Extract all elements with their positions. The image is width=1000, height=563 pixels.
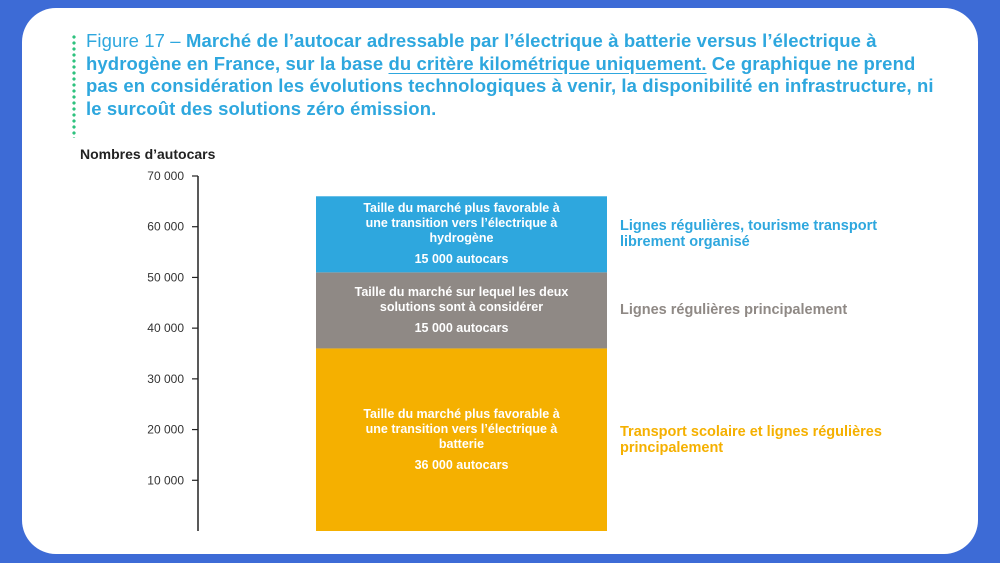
segment-label-2 [356,201,567,267]
figure-title-underlined: du critère kilométrique uniquement. [388,52,707,74]
side-label-0: Transport scolaire et lignes régulières principalement [620,423,882,456]
segment-count-2: 15 000 autocars [414,252,509,267]
figure-card [22,8,978,554]
segment-label-0 [356,407,567,473]
segment-description-1: Taille du marché sur lequel les deux solutions sont à considérer [354,284,569,314]
figure-title-part1: Marché de l’autocar adressable par l’électrique à batterie versus l’électrique à hydrogène en France, sur la base [86,30,877,74]
y-tick-label-5: 60 000 [147,219,184,234]
figure-title-part2: Ce graphique ne prend pas en considération les évolutions technologiques à venir, la disponibilité en infrastructure, ni le surcoût des solutions zéro émission. [86,52,934,119]
y-tick-label-2: 30 000 [147,371,184,386]
y-tick-label-1: 20 000 [147,422,184,437]
segment-label-1 [326,285,597,336]
y-tick-label-6: 70 000 [147,169,184,183]
segment-count-0: 36 000 autocars [414,457,509,472]
segment-description-2: Taille du marché plus favorable à une transition vers l’électrique à hydrogène [363,201,560,246]
segment-count-1: 15 000 autocars [414,320,509,335]
y-tick-label-4: 50 000 [147,270,184,285]
y-tick-label-0: 10 000 [147,473,184,488]
side-label-1: Lignes régulières principalement [620,302,848,319]
segment-description-0: Taille du marché plus favorable à une transition vers l’électrique à batterie [363,406,560,451]
y-axis-label: Nombres d’autocars [80,146,216,162]
figure-prefix: Figure 17 – [86,30,186,51]
side-label-2: Lignes régulières, tourisme transport librement organisé [620,218,878,251]
y-tick-label-3: 40 000 [147,321,184,336]
